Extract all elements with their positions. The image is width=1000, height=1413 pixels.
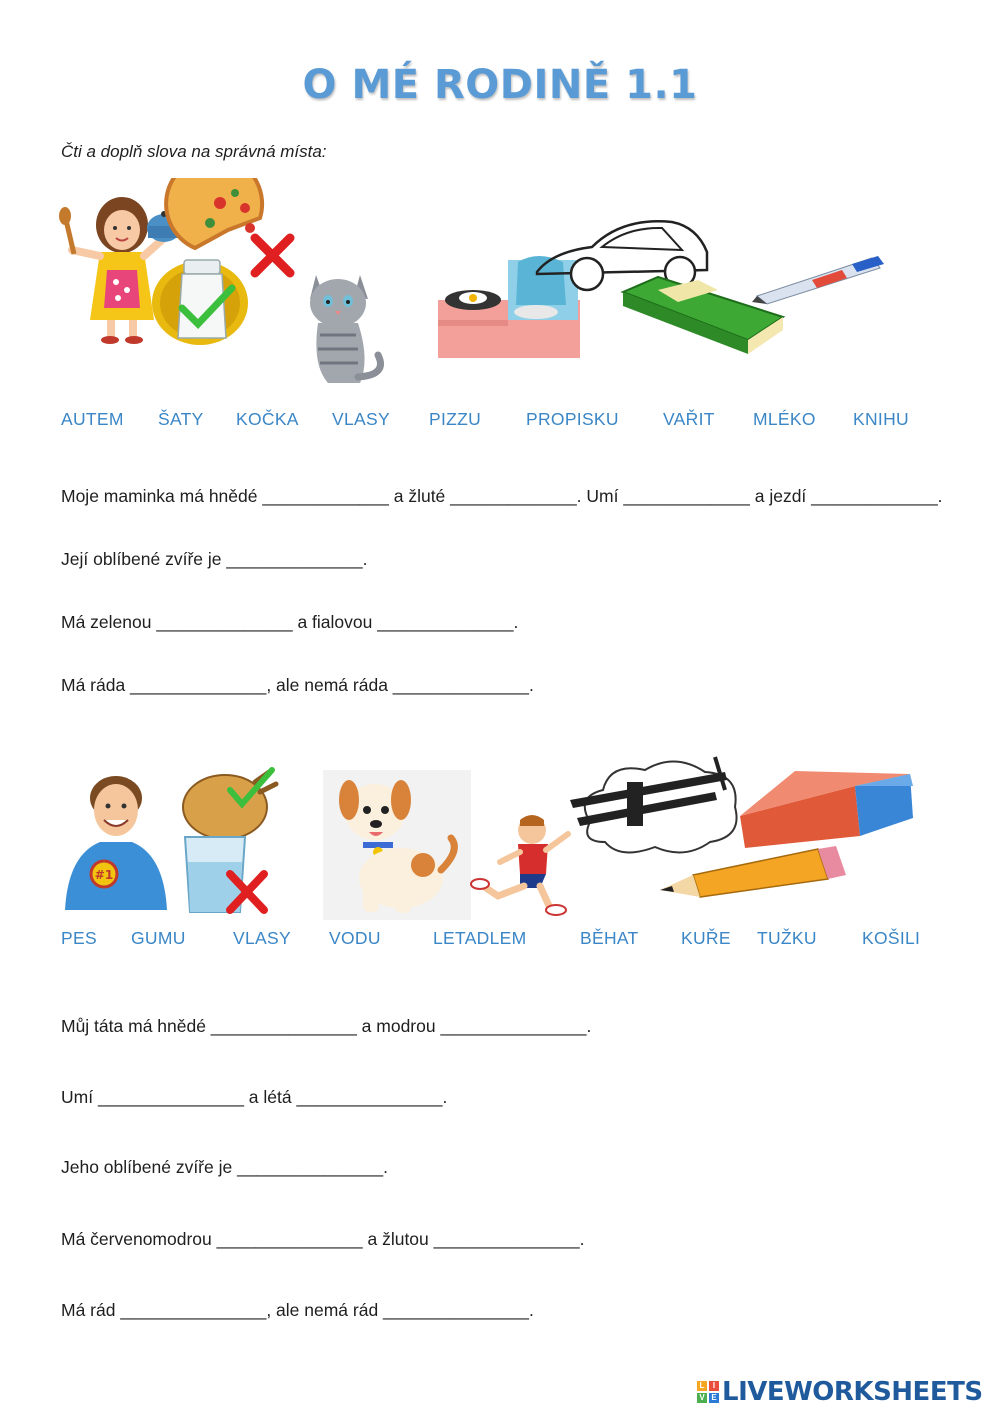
logo-mark-icon	[697, 1381, 719, 1403]
sentence[interactable]: Jeho oblíbené zvíře je _______________.	[61, 1157, 388, 1177]
logo-letter: I	[709, 1381, 719, 1391]
pizza-milk-picture	[150, 178, 295, 348]
word-option[interactable]: KUŘE	[681, 928, 731, 948]
chicken-water-picture	[180, 762, 280, 917]
word-option[interactable]: TUŽKU	[757, 928, 817, 948]
word-option[interactable]: VAŘIT	[663, 409, 715, 429]
logo-text: LIVEWORKSHEETS	[722, 1377, 983, 1407]
sentence[interactable]: Má zelenou ______________ a fialovou ______________.	[61, 612, 519, 632]
word-option[interactable]: BĚHAT	[580, 928, 639, 948]
sentence[interactable]: Má ráda ______________, ale nemá ráda ______________.	[61, 675, 534, 695]
instruction: Čti a doplň slova na správná místa:	[61, 142, 327, 161]
logo-letter: L	[697, 1381, 707, 1391]
word-option[interactable]: VLASY	[233, 928, 291, 948]
word-option[interactable]: ŠATY	[158, 409, 204, 429]
pencil-picture	[658, 845, 858, 900]
pen-picture	[752, 248, 892, 308]
word-option[interactable]: PIZZU	[429, 409, 482, 429]
page-title: O MÉ RODINĚ 1.1	[302, 62, 698, 108]
dog-picture	[323, 770, 471, 920]
word-option[interactable]: VODU	[329, 928, 381, 948]
running-boy-picture	[470, 812, 580, 917]
sentence[interactable]: Má rád _______________, ale nemá rád _______________.	[61, 1300, 534, 1320]
cat-picture	[298, 265, 393, 395]
liveworksheets-logo	[697, 1377, 983, 1407]
word-option[interactable]: GUMU	[131, 928, 186, 948]
word-option[interactable]: AUTEM	[61, 409, 124, 429]
word-option[interactable]: KOŠILI	[862, 928, 921, 948]
eraser-picture	[735, 766, 915, 851]
word-option[interactable]: VLASY	[332, 409, 390, 429]
sentence[interactable]: Má červenomodrou _______________ a žlutou _______________.	[61, 1229, 585, 1249]
logo-letter: E	[709, 1393, 719, 1403]
word-option[interactable]: KOČKA	[236, 409, 299, 429]
word-option[interactable]: PES	[61, 928, 97, 948]
word-option[interactable]: PROPISKU	[526, 409, 619, 429]
sentence[interactable]: Umí _______________ a létá _______________.	[61, 1087, 448, 1107]
word-option[interactable]: LETADLEM	[433, 928, 527, 948]
logo-letter: V	[697, 1393, 707, 1403]
father-picture	[60, 770, 172, 910]
svg-text:#1: #1	[94, 868, 114, 882]
airplane-picture	[565, 752, 745, 857]
word-option[interactable]: KNIHU	[853, 409, 909, 429]
word-option[interactable]: MLÉKO	[753, 409, 816, 429]
sentence[interactable]: Její oblíbené zvíře je ______________.	[61, 549, 368, 569]
sentence[interactable]: Můj táta má hnědé _______________ a modrou _______________.	[61, 1016, 592, 1036]
sentence[interactable]: Moje maminka má hnědé _____________ a žluté _____________. Umí _____________ a jezdí _____________.	[61, 486, 943, 506]
